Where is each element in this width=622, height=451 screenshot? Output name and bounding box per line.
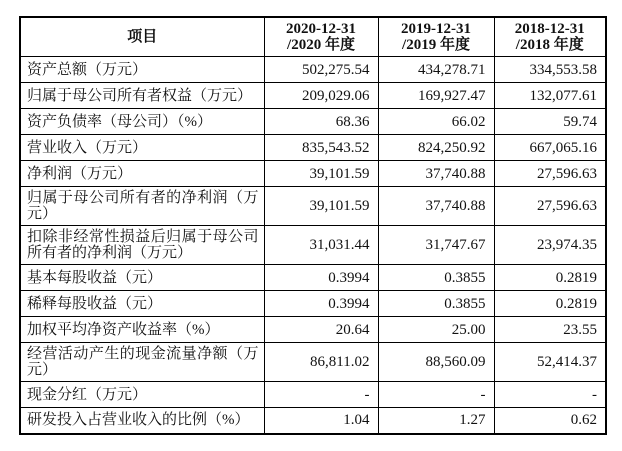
row-value: -: [378, 382, 494, 408]
row-label: 加权平均净资产收益率（%）: [20, 317, 264, 343]
row-value: 667,065.16: [494, 135, 606, 161]
header-period-2018-date: 2018-12-31: [514, 21, 585, 37]
table-row: [20, 291, 606, 317]
row-label: 归属于母公司所有者的净利润（万元）: [20, 187, 264, 226]
table-row: [20, 187, 606, 226]
row-value: 334,553.58: [494, 57, 606, 83]
row-value: 1.04: [264, 408, 378, 434]
row-value: 88,560.09: [378, 343, 494, 382]
row-value: 25.00: [378, 317, 494, 343]
row-value: 835,543.52: [264, 135, 378, 161]
row-label: 资产总额（万元）: [20, 57, 264, 83]
row-value: 132,077.61: [494, 83, 606, 109]
row-value: 27,596.63: [494, 187, 606, 226]
row-label: 现金分红（万元）: [20, 382, 264, 408]
table-row: [20, 161, 606, 187]
row-value: 39,101.59: [264, 161, 378, 187]
header-period-2020-year: /2020 年度: [287, 37, 355, 53]
row-label: 净利润（万元）: [20, 161, 264, 187]
row-label: 归属于母公司所有者权益（万元）: [20, 83, 264, 109]
row-value: 52,414.37: [494, 343, 606, 382]
row-label: 稀释每股收益（元）: [20, 291, 264, 317]
table-row: [20, 83, 606, 109]
row-value: 23,974.35: [494, 226, 606, 265]
row-label: 营业收入（万元）: [20, 135, 264, 161]
row-value: 23.55: [494, 317, 606, 343]
row-value: 434,278.71: [378, 57, 494, 83]
row-value: 27,596.63: [494, 161, 606, 187]
table-row: [20, 265, 606, 291]
row-value: 502,275.54: [264, 57, 378, 83]
row-value: 86,811.02: [264, 343, 378, 382]
row-value: -: [264, 382, 378, 408]
table-row: [20, 408, 606, 434]
header-item-column: 项目: [20, 17, 264, 57]
financial-summary-table: [19, 16, 607, 435]
table-row: [20, 226, 606, 265]
table-row: [20, 382, 606, 408]
row-value: 1.27: [378, 408, 494, 434]
row-value: 0.62: [494, 408, 606, 434]
row-value: 20.64: [264, 317, 378, 343]
row-value: 0.3855: [378, 265, 494, 291]
row-label: 资产负债率（母公司）（%）: [20, 109, 264, 135]
row-value: 59.74: [494, 109, 606, 135]
header-period-2020-date: 2020-12-31: [286, 21, 356, 37]
row-value: 0.3855: [378, 291, 494, 317]
table-row: [20, 343, 606, 382]
table-body: [20, 57, 606, 434]
row-value: 37,740.88: [378, 161, 494, 187]
header-period-2019-date: 2019-12-31: [401, 21, 471, 37]
header-period-2020: [264, 17, 378, 57]
row-value: 209,029.06: [264, 83, 378, 109]
table-row: [20, 57, 606, 83]
row-value: 0.3994: [264, 291, 378, 317]
row-value: -: [494, 382, 606, 408]
row-value: 169,927.47: [378, 83, 494, 109]
row-value: 31,031.44: [264, 226, 378, 265]
row-value: 39,101.59: [264, 187, 378, 226]
row-value: 0.3994: [264, 265, 378, 291]
row-value: 31,747.67: [378, 226, 494, 265]
header-period-2019: [378, 17, 494, 57]
row-value: 68.36: [264, 109, 378, 135]
row-value: 37,740.88: [378, 187, 494, 226]
table-row: [20, 109, 606, 135]
row-label: 研发投入占营业收入的比例（%）: [20, 408, 264, 434]
header-period-2018-year: /2018 年度: [515, 37, 584, 53]
row-value: 0.2819: [494, 291, 606, 317]
row-value: 66.02: [378, 109, 494, 135]
header-period-2018: [494, 17, 606, 57]
row-value: 0.2819: [494, 265, 606, 291]
row-value: 824,250.92: [378, 135, 494, 161]
table-row: [20, 317, 606, 343]
table-row: [20, 135, 606, 161]
row-label: 扣除非经常性损益后归属于母公司所有者的净利润（万元）: [20, 226, 264, 265]
table-header-row: [20, 17, 606, 57]
row-label: 基本每股收益（元）: [20, 265, 264, 291]
header-period-2019-year: /2019 年度: [402, 37, 470, 53]
row-label: 经营活动产生的现金流量净额（万元）: [20, 343, 264, 382]
